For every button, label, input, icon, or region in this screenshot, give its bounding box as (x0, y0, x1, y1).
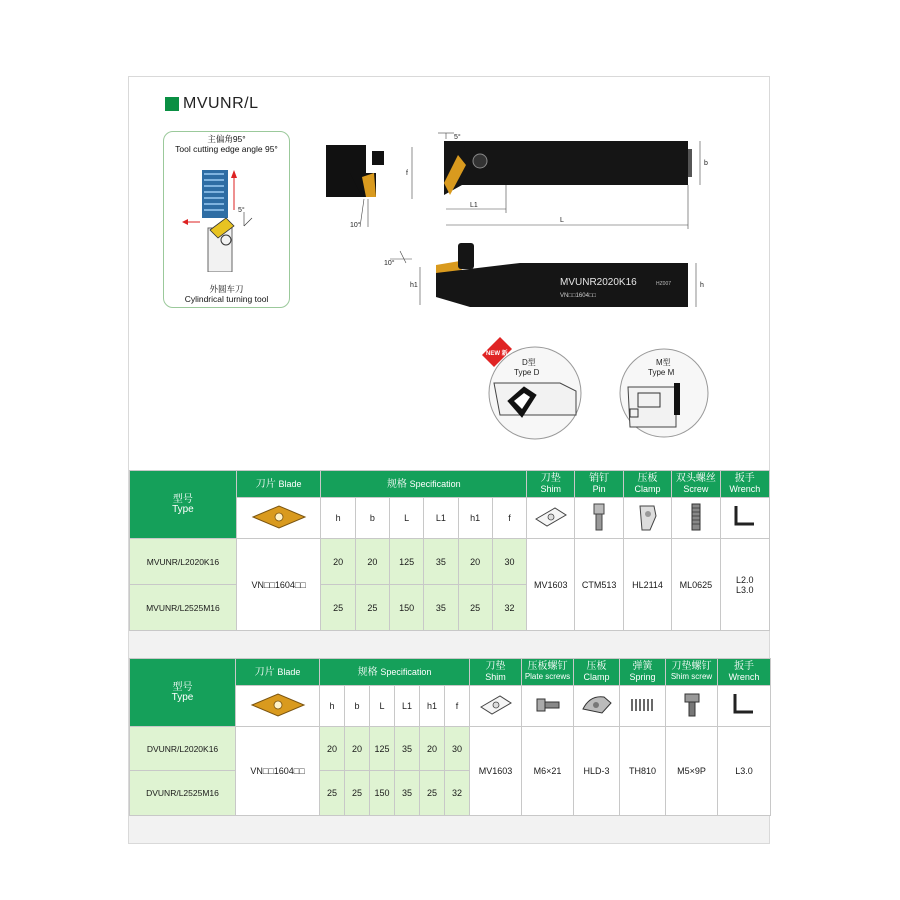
bottom-band (129, 816, 769, 843)
table2-spring: TH810 (620, 727, 666, 816)
spec-col-h: h (321, 498, 355, 539)
shim-header-2: 刀垫 Shim (470, 659, 522, 686)
table-separator (129, 631, 769, 658)
table1-row1-b: 20 (355, 539, 389, 585)
spec2-col-l1: L1 (395, 686, 420, 727)
angle-cn-label: 主偏角95° (207, 134, 246, 144)
model-header-2: 型号 Type (130, 659, 236, 727)
spec-header-2: 规格 Specification (320, 659, 470, 686)
spec-col-b: b (355, 498, 389, 539)
table2-row2-l: 150 (370, 771, 395, 816)
spec-col-l1: L1 (424, 498, 458, 539)
type-m-en: Type M (648, 368, 675, 377)
spec2-col-f: f (445, 686, 470, 727)
top-angle-label: 5° (454, 134, 461, 141)
spec-col-l: L (390, 498, 424, 539)
spring-header: 弹簧 Spring (620, 659, 666, 686)
shim-icon (527, 498, 575, 539)
table1-row2-h1: 25 (458, 585, 492, 631)
table1-row1-h1: 20 (458, 539, 492, 585)
type-d-badge (482, 337, 581, 439)
blade-insert-icon (249, 502, 309, 532)
spec-table-dvunr (129, 658, 771, 816)
type-d-en: Type D (514, 368, 540, 377)
table1-pin: CTM513 (575, 539, 623, 631)
cutting-angle-card (163, 131, 290, 308)
shim-screw-icon (666, 686, 718, 727)
spec2-col-b: b (345, 686, 370, 727)
top-view (406, 133, 708, 229)
dim-f-label: f (406, 170, 408, 177)
shim-screw-header: 刀垫螺钉 Shim screw (666, 659, 718, 686)
table2-row1-b: 20 (345, 727, 370, 771)
table2-row2-f: 32 (445, 771, 470, 816)
spec-col-f: f (492, 498, 526, 539)
product-title-text: MVUNR/L (183, 95, 259, 112)
spec-header: 规格 Specification (321, 471, 527, 498)
table2-row1-l: 125 (370, 727, 395, 771)
plate-screw-icon (522, 686, 574, 727)
table2-blade-code: VN□□1604□□ (236, 727, 320, 816)
table1-row1-l1: 35 (424, 539, 458, 585)
table2-plate-screws: M6×21 (522, 727, 574, 816)
wrench-header-2: 扳手 Wrench (718, 659, 771, 686)
blade-image (236, 498, 321, 539)
model-header-cn: 型号 (172, 493, 193, 505)
side-view (384, 243, 704, 307)
clamp-icon (623, 498, 671, 539)
table1-screw: ML0625 (672, 539, 720, 631)
spec2-col-h: h (320, 686, 345, 727)
table1-row1-h: 20 (321, 539, 355, 585)
shim-header: 刀垫 Shim (527, 471, 575, 498)
clamp-header-2: 压板 Clamp (574, 659, 620, 686)
table2-clamp: HLD-3 (574, 727, 620, 816)
spec-table-mvunr (129, 470, 770, 631)
holder-small-code: HZ007 (656, 281, 672, 287)
table1-row1-l: 125 (390, 539, 424, 585)
type-m-badge (620, 349, 708, 437)
table2-row2-h: 25 (320, 771, 345, 816)
clamp-header: 压板 Clamp (623, 471, 671, 498)
table1-shim: MV1603 (527, 539, 575, 631)
spec2-col-h1: h1 (420, 686, 445, 727)
table1-row2-model: MVUNR/L2525M16 (130, 585, 237, 631)
tool-technical-drawing (320, 125, 720, 315)
clamp-icon-2 (574, 686, 620, 727)
model-header (130, 471, 237, 539)
dim-h-label: h (700, 282, 704, 289)
table2-shim: MV1603 (470, 727, 522, 816)
table2-row1-f: 30 (445, 727, 470, 771)
spring-icon (620, 686, 666, 727)
plate-screws-header: 压板螺钉 Plate screws (522, 659, 574, 686)
shim-icon-2 (470, 686, 522, 727)
blade-header-2: 刀片 Blade (236, 659, 320, 686)
table2-row2-model: DVUNR/L2525M16 (130, 771, 236, 816)
spec-col-h1: h1 (458, 498, 492, 539)
model-header-en: Type (172, 503, 194, 515)
type-m-cn: M型 (656, 358, 671, 367)
table2-shim-screw: M5×9P (666, 727, 718, 816)
new-badge: NEW 新 (486, 351, 508, 357)
pin-icon (575, 498, 623, 539)
type-cn-label: 外圆车刀 (209, 284, 244, 294)
insert-type-panel (480, 335, 720, 450)
table1-wrench: L2.0 L3.0 (720, 539, 769, 631)
table1-row2-h: 25 (321, 585, 355, 631)
wrench-icon-2 (718, 686, 771, 727)
end-view (326, 145, 384, 229)
holder-code: VN□□1604□□ (560, 293, 597, 299)
small-angle-label: 5° (238, 207, 245, 214)
title-marker (165, 97, 179, 111)
dim-l-label: L (560, 217, 564, 224)
table1-row2-b: 25 (355, 585, 389, 631)
wrench-icon (720, 498, 769, 539)
dim-l1-label: L1 (470, 202, 478, 209)
cutting-diagram (174, 162, 279, 272)
blade-insert-icon-2 (248, 690, 308, 720)
table2-row1-h1: 20 (420, 727, 445, 771)
table1-clamp: HL2114 (623, 539, 671, 631)
table1-row1-model: MVUNR/L2020K16 (130, 539, 237, 585)
spec2-col-l: L (370, 686, 395, 727)
table2-row1-l1: 35 (395, 727, 420, 771)
table1-row2-l1: 35 (424, 585, 458, 631)
holder-marking: MVUNR2020K16 (560, 277, 637, 288)
table2-row1-model: DVUNR/L2020K16 (130, 727, 236, 771)
dim-h1-label: h1 (410, 282, 418, 289)
screw-header: 双头螺丝 Screw (672, 471, 720, 498)
type-d-cn: D型 (522, 358, 536, 367)
dim-b-label: b (704, 160, 708, 167)
wrench-header: 扳手 Wrench (720, 471, 769, 498)
end-angle-label: 10° (350, 222, 361, 229)
table2-wrench: L3.0 (718, 727, 771, 816)
table2-row2-l1: 35 (395, 771, 420, 816)
blade-image-2 (236, 686, 320, 727)
angle-en-label: Tool cutting edge angle 95° (175, 144, 278, 154)
screw-icon (672, 498, 720, 539)
type-en-label: Cylindrical turning tool (184, 294, 269, 304)
table1-row1-f: 30 (492, 539, 526, 585)
table2-row1-h: 20 (320, 727, 345, 771)
table1-blade-code: VN□□1604□□ (236, 539, 321, 631)
table2-row2-h1: 25 (420, 771, 445, 816)
side-angle-label: 10° (384, 260, 395, 267)
table1-row2-f: 32 (492, 585, 526, 631)
table1-row2-l: 150 (390, 585, 424, 631)
table2-row2-b: 25 (345, 771, 370, 816)
blade-header: 刀片 Blade (236, 471, 321, 498)
pin-header: 销钉 Pin (575, 471, 623, 498)
product-title (165, 95, 259, 113)
